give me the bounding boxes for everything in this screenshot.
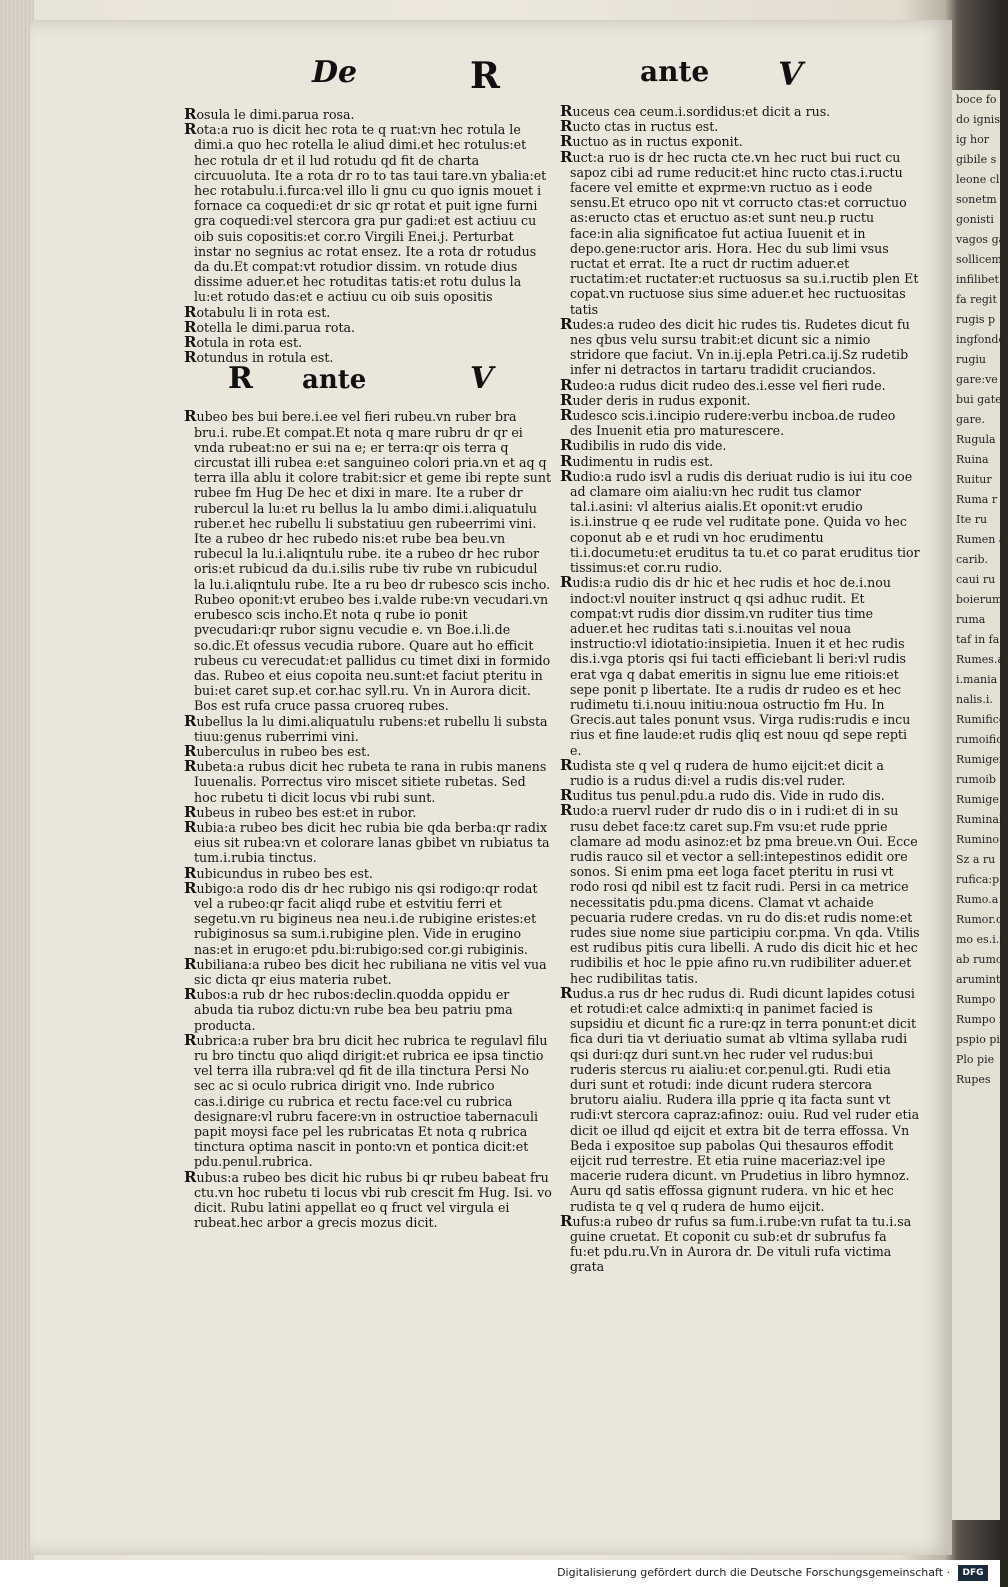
entry-text: ubicundus in rubeo bes est.: [196, 865, 373, 881]
entry-initial: R: [560, 314, 573, 333]
dictionary-entry: [560, 1211, 920, 1275]
entry-initial: R: [184, 817, 197, 836]
entry-text: ubigo:a rodo dis dr hec rubigo nis qsi rodigo:qr rodat vel a rubeo:qr facit aliqd rube et estvitiu ferri et segetu.vn ru bigineus nea neu.i.de rubigine eristes:et rubiginosus sa sum.i.rubigine plen. Vide in erugino nas:et in erugo:et pdu.bi:rubigo:sed cor.gi rubiginis.: [194, 880, 538, 957]
page-edge: [0, 0, 34, 1560]
facing-page-fragment: ig hor: [956, 133, 990, 146]
dictionary-entry: [560, 575, 920, 757]
dictionary-entry: [184, 409, 552, 713]
entry-initial: R: [560, 102, 573, 120]
facing-page-fragment: ab rumo: [956, 953, 1003, 966]
facing-page-fragment: Ruminal: [956, 813, 1003, 826]
entry-initial: R: [184, 120, 197, 139]
entry-initial: R: [560, 466, 573, 485]
facing-page-fragment: Ruma r: [956, 493, 998, 506]
facing-page-fragment: Plo pie: [956, 1053, 995, 1066]
subheading-vowel: V: [470, 361, 494, 397]
entry-initial: R: [184, 348, 197, 367]
entry-initial: R: [184, 317, 197, 336]
dictionary-entry: [560, 755, 920, 788]
entry-initial: R: [560, 436, 573, 455]
entry-initial: R: [184, 711, 197, 730]
facing-page-fragment: rumoific: [956, 733, 1003, 746]
dictionary-entry: [560, 451, 920, 470]
entry-text: ubeus in rubeo bes est:et in rubor.: [196, 804, 417, 820]
entry-initial: R: [560, 147, 573, 166]
dictionary-entry: [184, 317, 552, 336]
section-subheading: [184, 361, 552, 407]
entry-text: udibilis in rudo dis vide.: [572, 438, 727, 454]
facing-page-fragment: Ruina: [956, 453, 989, 466]
entry-initial: R: [560, 786, 573, 805]
dictionary-entry: [560, 390, 920, 409]
entry-text: uct:a ruo is dr hec ructa cte.vn hec ruct bui ruct cu sapoz cibi ad rume reducit:et hinc ructo ctas.i.ructu facere vel emitte et exprme:vn ructuo as i eode sensu.Et etruco opo nit vt corructo ctas:et corructuo as:eructo ctas et eructuo as:et sunt neu.p ructu face:in alia significatoe fut actiua Iuuenit et in depo.gene:ructor aris. Hora. Hec du sub limi vsus ructat et errat. Ite a ruct dr ructim aduer.et ructatim:et ructater:et ructuosus sa su.i.ructib plen Et copat.vn ructuose sius sime aduer.et hec ructuositas tatis: [570, 149, 919, 317]
facing-page-fragment: Rumpo is: [956, 1013, 1008, 1026]
facing-page-fragment: Rumifico: [956, 713, 1006, 726]
facing-page-fragment: vagos ga: [956, 233, 1006, 246]
facing-page-fragment: carib.: [956, 553, 989, 566]
facing-page-fragment: infilibet: [956, 273, 999, 286]
entry-initial: R: [560, 573, 573, 592]
facing-page-fragment: pspio pis: [956, 1033, 1006, 1046]
entry-initial: R: [560, 451, 573, 470]
facing-page-fragment: gonisti: [956, 213, 994, 226]
facing-page-fragment: caui ru: [956, 573, 996, 586]
facing-page-fragment: Rumiger: [956, 753, 1005, 766]
dictionary-entry: [184, 1030, 552, 1170]
subheading-ante: ante: [302, 365, 367, 396]
facing-page-fragment: Sz a ru: [956, 853, 996, 866]
right-column: [560, 104, 920, 1275]
dictionary-entry: [184, 302, 552, 321]
dictionary-entry: [184, 817, 552, 866]
dfg-logo: DFG: [958, 1565, 988, 1581]
dictionary-entry: [184, 954, 552, 987]
facing-page-fragment: Rumor.c: [956, 913, 1003, 926]
facing-page-fragment: sonetm: [956, 193, 997, 206]
dictionary-entry: [184, 759, 552, 805]
entry-text: udis:a rudio dis dr hic et hec rudis et hoc de.i.nou indoct:vl nouiter instruct q qsi adhuc rudit. Et compat:vt rudis dior dissim.vn ruditer tius time aduer.et hec ruditas tati s.i.nouitas vel noua instructio:vl idiotatio:insipietia. Inuen it et hec rudis dis.i.vga ptoris qsi fui tacti efficiebant li beri:vl rudis erat vga q dabat emeritis in signu lue eme ritiois:et sepe ponit p libertate. Ite a rudis dr rudeo es et hec rudimetu ti.i.nouu initiu:noua ostructio fm Hu. In Grecis.aut tales ponunt vsus. Virga rudis:rudis e incu rius et fine laude:et rudis qliq est nouu qd sepe repti e.: [570, 575, 911, 758]
entry-text: osula le dimi.parua rosa.: [196, 107, 355, 122]
entry-text: ubus:a rubeo bes dicit hic rubus bi qr rubeu babeat fru ctu.vn hoc rubetu ti locus vbi rub crescit fm Hug. Isi. vo dicit. Rubu latini appellat eo q fruct vel virgula ei rubeat.hec arbor a grecis mozus dicit.: [194, 1169, 552, 1231]
facing-page-fragment: leone cl: [956, 173, 1000, 186]
entry-text: ubeta:a rubus dicit hec rubeta te rana in rubis manens Iuuenalis. Porrectus viro miscet sitiete rubetas. Sed hoc rubetu ti dicit locus vbi rubi sunt.: [194, 759, 547, 805]
entry-initial: R: [184, 757, 197, 776]
entry-text: otella le dimi.parua rota.: [196, 319, 356, 335]
footer-bar: [0, 1560, 1000, 1587]
facing-page-fragment: gibile s: [956, 153, 997, 166]
entry-initial: R: [184, 105, 197, 123]
entry-text: udo:a ruervl ruder dr rudo dis o in i rudi:et di in su rusu debet face:tz caret sup.Fm vsu:et rude pprie clamare ad modu asinoz:et bz pma breue.vn Oui. Ecce rudis rauco sil et vector a sell:intepestinos edidit ore sonos. Si enim pma eet loga facet pteritu in rusi vt rodo rosi qd nibil est tz facit rudi. Persi in ca metrice necessitatis pdu.pma dicens. Clamat vt achaide pecuaria rudere credas. vn ru do dis:et rudis nome:et rudes siue nome siue participiu cor.pma. Vn qda. Vtilis est rudibus pitis cura libelli. A rudo dis dicit hic et hec rudibilis et hoc le ppie afino ru.vn rudibiliter aduer.et hec rudibilitas tatis.: [570, 803, 920, 986]
entry-initial: R: [560, 801, 573, 820]
entry-initial: R: [184, 954, 197, 973]
entry-text: ufus:a rubeo dr rufus sa fum.i.rube:vn rufat ta tu.i.sa guine cruetat. Et coponit cu sub:et dr subrufus fa fu:et pdu.ru.Vn in Aurora dr. De vituli rufa victima grata: [570, 1213, 912, 1275]
entry-text: otula in rota est.: [196, 335, 303, 351]
facing-page-fragment: ingfonde: [956, 333, 1005, 346]
facing-page-fragment: mo es.i.f: [956, 933, 1004, 946]
facing-page-fragment: taf in fa: [956, 633, 1000, 646]
entry-text: udesco scis.i.incipio rudere:verbu incboa.de rudeo des Inuenit etia pro maturescere.: [570, 408, 896, 439]
facing-page-fragment: rugis p: [956, 313, 996, 326]
facing-page: [952, 90, 1008, 1520]
dictionary-entry: [560, 104, 920, 119]
dictionary-entry: [560, 375, 920, 394]
dictionary-entry: [560, 803, 920, 985]
facing-page-fragment: Rugula: [956, 433, 996, 446]
entry-initial: R: [184, 741, 197, 760]
header-de: De: [312, 55, 358, 90]
entry-initial: R: [184, 863, 197, 882]
facing-page-fragment: fa regit: [956, 293, 997, 306]
entry-initial: R: [560, 406, 573, 425]
header-letter: R: [470, 55, 500, 97]
entry-initial: R: [560, 390, 573, 409]
header-vowel: V: [778, 55, 803, 93]
dictionary-entry: [560, 314, 920, 378]
dictionary-entry: [560, 408, 920, 438]
entry-initial: R: [184, 333, 197, 352]
dictionary-entry: [184, 122, 552, 304]
facing-page-fragment: Rumes.a: [956, 653, 1005, 666]
dictionary-entry: [560, 788, 920, 803]
facing-page-fragment: gare:ve: [956, 373, 998, 386]
facing-page-fragment: boce fo: [956, 93, 997, 106]
entry-text: udus.a rus dr hec rudus di. Rudi dicunt lapides cotusi et rotudi:et calce admixti:q in panimet facied is supsidiu et dicunt fic a rure:qz in terra ponunt:et dicit fica duri tia vt deriuatio sumat ab vltima syllaba rudi qsi duri:qz duri sunt.vn hec ruder vel rudus:bui ruderis stercus ru aialiu:et cor.penul.gti. Rudi etia duri sunt et rotudi: inde dicunt rudera stercora brutoru aialiu. Rudera illa pprie q ita facta sunt vt rudi:vt stercora capraz:afinoz: ouiu. Rud vel ruder etia dicit oe illud qd eijcit et extra bit de terra effossa. Vn Beda i expositoe sup pabolas Qui thesauros effodit eijcit rud terrestre. Et etia ruine maceriaz:vel ipe macerie rudera dicunt. vn Prudetius in libro hymnoz. Auru qd satis effossa gignunt rudera. vn hic et hec rudista te q vel q rudera de humo eijcit.: [570, 985, 920, 1214]
entry-text: ubiliana:a rubeo bes dicit hec rubiliana ne vitis vel vua sic dicta qr eius materia rubet.: [194, 956, 547, 987]
right-entries: [560, 104, 920, 1275]
header-ante: ante: [640, 55, 710, 88]
entry-text: udio:a rudo isvl a rudis dis deriuat rudio is iui itu coe ad clamare oim aialiu:vn hec rudit tus clamor tal.i.asini: vl alterius aialis.Et oponit:vt erudio is.i.instrue q ee rude vel ruditate pone. Quida vo hec coponut ab e et rudi vn hoc erudimentu ti.i.documetu:et eruditus ta tu.et co parat eruditus tior tissimus:et cor.ru rudio.: [570, 468, 920, 576]
entry-text: udimentu in rudis est.: [572, 453, 714, 469]
dictionary-entry: [184, 863, 552, 882]
facing-page-fragment: Rupes: [956, 1073, 991, 1086]
entry-text: udes:a rudeo des dicit hic rudes tis. Rudetes dicut fu nes qbus velu sursu trabit:et dicunt sic a nimio stridore que faciut. Vn in.ij.epla Petri.ca.ij.Sz rudetib infer ni detractos in tartaru tradidit cruciandos.: [570, 316, 910, 378]
entry-initial: R: [184, 878, 197, 897]
dictionary-entry: [560, 119, 920, 134]
left-entries-a: [184, 107, 552, 365]
entry-initial: R: [560, 117, 573, 136]
entry-initial: R: [184, 407, 197, 426]
facing-page-fragment: Rumino:: [956, 833, 1003, 846]
entry-initial: R: [184, 1167, 197, 1186]
entry-text: ucto ctas in ructus est.: [572, 119, 719, 135]
running-header: [300, 55, 820, 95]
entry-initial: R: [560, 132, 573, 151]
dictionary-entry: [184, 335, 552, 350]
entry-initial: R: [184, 1030, 197, 1049]
facing-page-fragment: i.mania: [956, 673, 998, 686]
facing-page-fragment: Rumige: [956, 793, 999, 806]
entry-initial: R: [560, 983, 573, 1002]
entry-text: ota:a ruo is dicit hec rota te q ruat:vn hec rotula le dimi.a quo hec rotella le aliud dimi.et hec rotulus:et hec rotula dr et il lud rotudu qd fit de charta circuuoluta. Ite a rota dr ro to tas taui tare.vn ybalia:et hec rotabulu.i.furca:vel illo li gnu cu quo ignis mouet i fornace ca coquedi:et dr sic qr rotat et puit igne furni gra coquedi:vel stercora gra pur gadi:et est actiuu cu oib suis copositis:et cor.ro Virgili Enei.j. Perturbat instar no segnius ac rotat ensez. Ite a rota dr rotudus da du.Et compat:vt rotudior dissim. vn rotude dius dissime aduer.et hec rotuditas tatis:et rotu dulus la lu:et rotudo das:et e actiuu cu oib suis opositis: [194, 122, 547, 305]
facing-page-fragment: Rumen a: [956, 533, 1006, 546]
entry-initial: R: [560, 755, 573, 774]
entry-text: otundus in rotula est.: [196, 350, 334, 366]
facing-page-fragment: rumoib: [956, 773, 996, 786]
dictionary-entry: [184, 878, 552, 957]
entry-text: ubellus la lu dimi.aliquatulu rubens:et rubellu li substa tiuu:genus ruberrimi vini.: [194, 713, 548, 744]
facing-page-fragment: sollicem: [956, 253, 1002, 266]
facing-page-fragment: ruma: [956, 613, 986, 626]
entry-text: ubeo bes bui bere.i.ee vel fieri rubeu.vn ruber bra bru.i. rube.Et compat.Et nota q mare rubru dr qr ei vnda rubeat:no er sui na e; er terra:qr ois terra q circustat illi rubea e:et sanguineo colori pria.vn et aq q terra illa ablu it colore trabit:sicr et geme ibi repte sunt rubee fm Hug De hec et dixi in mare. Ite a ruber dr rubercul la lu:et ru bellus la lu ambo dimi.i.aliquatulu ruber.et hec rubellu li substatiuu gen rubeerrimi vini. Ite a rubeo dr hec rubedo nis:et rube bea beu.vn rubecul la lu.i.aliqntulu rube. ite a rubeo dr hec rubor oris:et rubicud da du.i.silis rube tiv rube vn rubicudul la lu.i.aliqntulu rube. Ite a ru beo dr rubesco scis incho. Rubeo oponit:vt erubeo bes i.valde rube:vn vecudari.vn erubesco scis incho.Et nota q rube io ponit pvecudari:qr rubor signu vecudie e. vn Boe.i.li.de so.dic.Et ofessus vecudia rubore. Quare aut ho efficit rubeus cu verecudat:et pallidus cu timet dixi in formido das. Rubeo et eius copoita neu.sunt:et faciut pteritu in bui:et caret sup.et cor.hac syll.ru. Vn in Aurora dicit. Bos est rufa cruce passa cruoreq rubes.: [194, 409, 552, 714]
entry-text: uceus cea ceum.i.sordidus:et dicit a rus.: [572, 104, 831, 119]
dictionary-entry: [184, 711, 552, 744]
dictionary-entry: [560, 983, 920, 1214]
entry-text: uctuo as in ructus exponit.: [572, 134, 743, 150]
facing-page-fragment: Ite ru: [956, 513, 988, 526]
entry-initial: R: [184, 802, 197, 821]
left-entries-b: [184, 409, 552, 1230]
subheading-letter: R: [228, 361, 253, 397]
dictionary-entry: [184, 741, 552, 760]
entry-initial: R: [560, 1211, 573, 1230]
dictionary-entry: [560, 147, 920, 317]
left-column: [184, 107, 552, 1230]
entry-text: udeo:a rudus dicit rudeo des.i.esse vel fieri rude.: [572, 377, 886, 393]
dictionary-entry: [184, 802, 552, 821]
facing-page-fragment: bui gate: [956, 393, 1002, 406]
facing-page-fragment: rugiu: [956, 353, 986, 366]
facing-page-fragment: rufica:p: [956, 873, 1000, 886]
entry-initial: R: [560, 375, 573, 394]
facing-page-fragment: Rumpo: [956, 993, 996, 1006]
footer-credit: Digitalisierung gefördert durch die Deutsche Forschungsgemeinschaft ·: [557, 1566, 950, 1579]
entry-text: ubrica:a ruber bra bru dicit hec rubrica te regulavl filu ru bro tinctu quo aliqd dirigit:et rubrica ee ipsa tinctio vel terra illa rubra:vel qd fit de illa tinctura Persi No sec ac si oculo rubrica dirigit vno. Inde rubrico cas.i.dirige cu rubrica et rectu face:vel cu rubrica designare:vl rubru facere:vn in ostructioe tabernaculi papit moysi face pel les rubricatas Et nota q rubrica tinctura optima nascit in ponto:vn et pontica dicit:et pdu.penul.rubrica.: [194, 1032, 548, 1170]
dictionary-entry: [184, 1167, 552, 1231]
dictionary-entry: [560, 438, 920, 453]
facing-page-fragment: aruminto: [956, 973, 1007, 986]
facing-page-fragment: do ignis: [956, 113, 1000, 126]
facing-page-fragment: boierum: [956, 593, 1003, 606]
entry-text: udista ste q vel q rudera de humo eijcit:et dicit a rudio is a rudus di:vel a rudis dis:vel ruder.: [570, 757, 884, 788]
entry-text: ubos:a rub dr hec rubos:declin.quodda oppidu er abuda tia ruboz dictu:vn rube bea beu patriu pma producta.: [194, 987, 513, 1033]
entry-text: ubia:a rubeo bes dicit hec rubia bie qda berba:qr radix eius sit rubea:vn et colorare lanas gbibet vn rubiatus ta tum.i.rubia tinctus.: [194, 819, 550, 866]
facing-page-fragment: Ruitur: [956, 473, 992, 486]
entry-initial: R: [184, 985, 197, 1004]
facing-page-fragment: Rumo.a: [956, 893, 999, 906]
dictionary-entry: [560, 134, 920, 149]
dictionary-entry: [184, 107, 552, 122]
entry-initial: R: [184, 302, 197, 321]
dictionary-entry: [184, 987, 552, 1033]
dictionary-entry: [560, 466, 920, 576]
facing-page-fragment: nalis.i.: [956, 693, 993, 706]
entry-text: uder deris in rudus exponit.: [572, 392, 751, 408]
entry-text: uberculus in rubeo bes est.: [196, 743, 371, 759]
entry-text: otabulu li in rota est.: [196, 304, 331, 320]
facing-page-fragment: gare.: [956, 413, 985, 426]
entry-text: uditus tus penul.pdu.a rudo dis. Vide in rudo dis.: [572, 788, 885, 804]
